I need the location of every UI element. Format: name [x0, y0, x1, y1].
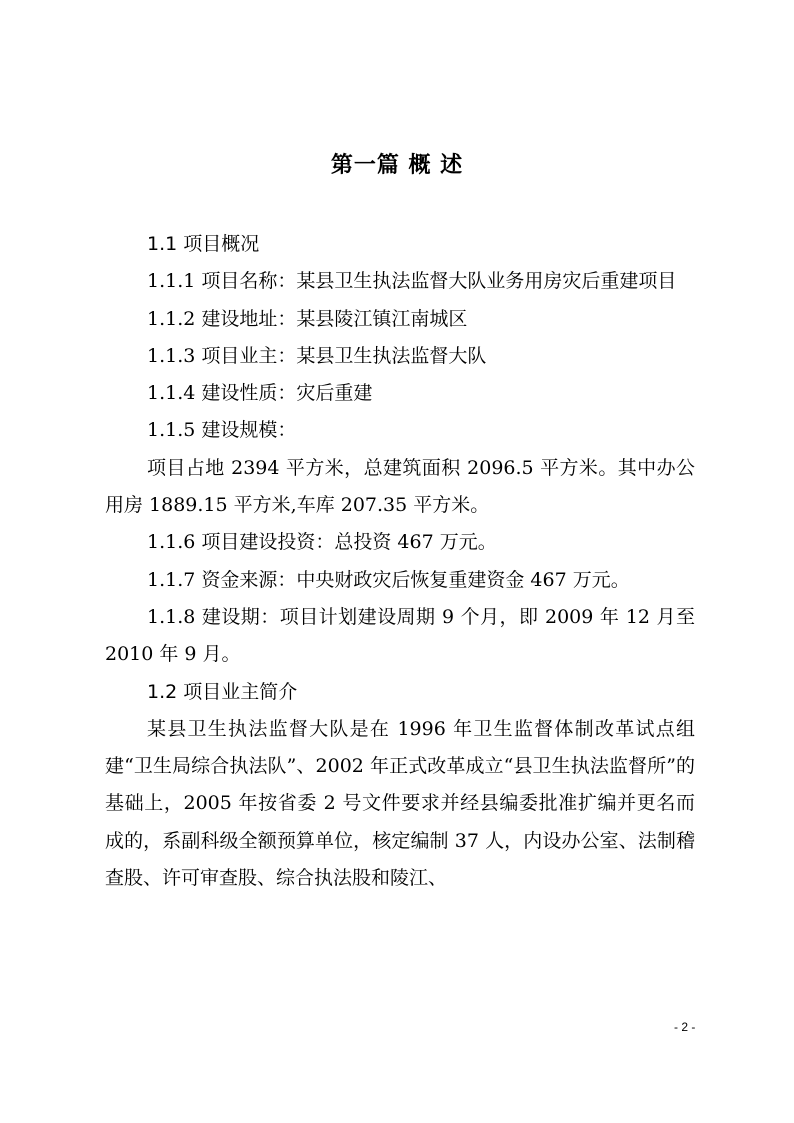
paragraph-funding: 1.1.7 资金来源：中央财政灾后恢复重建资金 467 万元。 [147, 568, 630, 591]
paragraph-project-name: 1.1.1 项目名称：某县卫生执法监督大队业务用房灾后重建项目 [147, 270, 677, 293]
paragraph-schedule: 1.1.8 建设期：项目计划建设周期 9 个月，即 2009 年 12 月至 2010 年 9 月。 [105, 605, 695, 666]
paragraph-investment: 1.1.6 项目建设投资：总投资 467 万元。 [147, 531, 497, 554]
section-heading-1-2: 1.2 项目业主简介 [147, 680, 298, 703]
paragraph-address: 1.1.2 建设地址：某县陵江镇江南城区 [147, 307, 468, 330]
paragraph-nature: 1.1.4 建设性质：灾后重建 [147, 382, 373, 405]
page-title: 第一篇 概 述 [330, 153, 464, 178]
paragraph-scale-detail: 项目占地 2394 平方米，总建筑面积 2096.5 平方米。其中办公用房 1889.15 平方米,车库 207.35 平方米。 [105, 456, 695, 517]
paragraph-scale-label: 1.1.5 建设规模： [147, 419, 297, 442]
paragraph-owner: 1.1.3 项目业主：某县卫生执法监督大队 [147, 344, 487, 367]
page-number: - 2 - [674, 1020, 696, 1034]
document-body [105, 226, 695, 897]
paragraph-owner-intro: 某县卫生执法监督大队是在 1996 年卫生监督体制改革试点组建“卫生局综合执法队”、2002 年正式改革成立“县卫生执法监督所”的基础上，2005 年按省委 2 号文件要求并经县编委批准扩编并更名而成的，系副科级全额预算单位，核定编制 37 人，内设办公室、法制稽查股、许可审查股、综合执法股和陵江、 [105, 717, 695, 890]
section-heading-1-1: 1.1 项目概况 [147, 233, 260, 255]
